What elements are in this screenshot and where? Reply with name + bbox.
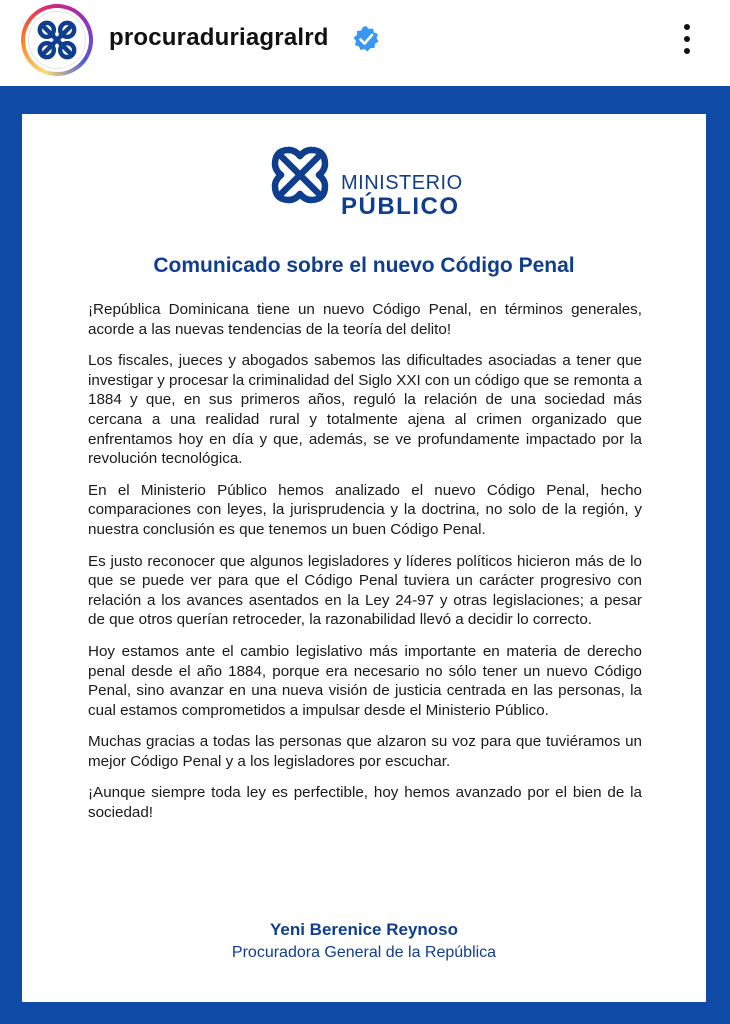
logo-line-1: MINISTERIO — [341, 172, 463, 194]
logo-line-2: PÚBLICO — [341, 193, 460, 220]
dot-icon — [684, 36, 690, 42]
ministerio-logo — [267, 142, 467, 222]
paragraph: ¡Aunque siempre toda ley es perfectible, hoy hemos avanzado por el bien de la sociedad! — [88, 784, 642, 822]
paragraph: Los fiscales, jueces y abogados sabemos las dificultades asociadas a tener que investigar y procesar la criminalidad del Siglo XXI con un código que se remonta a 1884 y que, en sus primeros años, reguló la relación de una sociedad más cercana a una realidad rural y totalmente ajena al crimen organizado que enfrentamos hoy en día y que, además, se ve profundamente impactado por la revolución tecnológica. — [88, 352, 642, 468]
post-image-frame[interactable] — [0, 86, 730, 1024]
document-title: Comunicado sobre el nuevo Código Penal — [153, 254, 575, 277]
verified-badge-icon — [352, 25, 380, 53]
signature-role: Procuradora General de la República — [231, 944, 497, 961]
profile-avatar[interactable] — [21, 4, 93, 76]
avatar-inner — [25, 8, 89, 72]
ministerio-publico-logo-icon — [28, 11, 86, 69]
dot-icon — [684, 48, 690, 54]
paragraph: Muchas gracias a todas las personas que alzaron su voz para que tuviéramos un mejor Código Penal y a los legisladores por escuchar. — [88, 733, 642, 770]
post-header — [0, 0, 730, 86]
communique-document — [22, 114, 706, 1002]
signature-name: Yeni Berenice Reynoso — [269, 920, 459, 939]
paragraph: ¡República Dominicana tiene un nuevo Código Penal, en términos generales, acorde a las nuevas tendencias de la teoría del delito! — [88, 301, 642, 338]
more-options-icon[interactable] — [672, 18, 702, 60]
paragraph: En el Ministerio Público hemos analizado el nuevo Código Penal, hecho comparaciones con leyes, la jurisprudencia y la doctrina, no solo de la región, y nuestra conclusión es que tenemos un buen Código Penal. — [88, 481, 642, 538]
username-link[interactable]: procuraduriagralrd — [109, 24, 329, 51]
paragraph: Hoy estamos ante el cambio legislativo más importante en materia de derecho penal desde el año 1884, porque era necesario no sólo tener un nuevo Código Penal, sino avanzar en una nueva visión de justicia centrada en las personas, la cual estamos comprometidos a impulsar desde el Ministerio Público. — [88, 642, 642, 719]
ministerio-knot-icon — [267, 142, 333, 208]
document-body — [88, 300, 642, 835]
dot-icon — [684, 24, 690, 30]
paragraph: Es justo reconocer que algunos legisladores y líderes políticos hicieron más de lo que se puede ver para que el Código Penal tuviera un carácter progresivo con relación a los avances asentados en la Ley 24-97 y otras legislaciones; a pesar de que otros querían retroceder, la razonabilidad llevó a decidir lo correcto. — [88, 552, 642, 629]
